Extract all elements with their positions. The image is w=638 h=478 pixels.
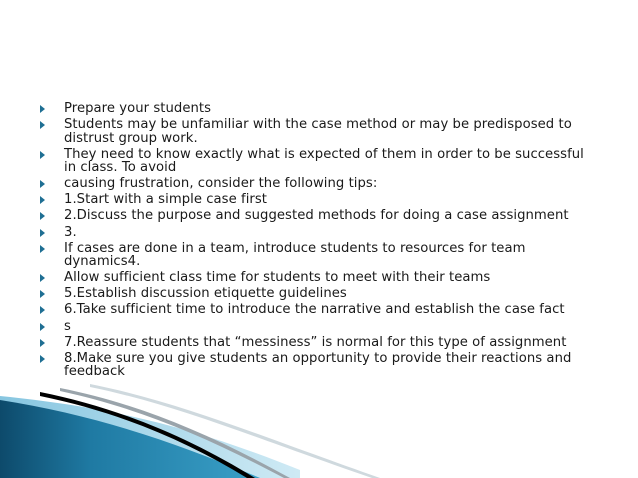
bullet-item [40,287,600,301]
bullet-item [40,336,600,350]
right-triangle-bullet-icon [40,105,45,113]
bullet-text: s [64,318,71,334]
bullet-item [40,352,600,379]
bullet-text: Allow sufficient class time for students to meet with their teams [64,270,491,286]
bullet-text: 1.Start with a simple case first [64,192,268,208]
bullet-text: 2.Discuss the purpose and suggested methods for doing a case assignment [64,208,569,224]
right-triangle-bullet-icon [40,151,45,159]
bullet-text: 6.Take sufficient time to introduce the narrative and establish the case fact [64,302,565,318]
bullet-item [40,242,600,269]
swoosh-main-band [0,400,260,478]
right-triangle-bullet-icon [40,245,45,253]
bullet-item [40,320,600,334]
right-triangle-bullet-icon [40,306,45,314]
bullet-item [40,177,600,191]
bullet-text: Prepare your students [64,101,212,116]
right-triangle-bullet-icon [40,180,45,188]
right-triangle-bullet-icon [40,323,45,331]
right-triangle-bullet-icon [40,121,45,129]
bullet-item [40,209,600,223]
right-triangle-bullet-icon [40,212,45,220]
bullet-text: 5.Establish discussion etiquette guidelines [64,286,347,302]
right-triangle-bullet-icon [40,339,45,347]
decorative-swoosh [0,378,638,478]
bullet-text: Students may be unfamiliar with the case method or may be predisposed to distrust group work. [64,117,572,146]
bullet-item [40,303,600,317]
bullet-item [40,118,600,145]
right-triangle-bullet-icon [40,229,45,237]
bullet-text: They need to know exactly what is expected of them in order to be successful in class. To avoid [64,146,584,176]
bullet-text: 7.Reassure students that “messiness” is normal for this type of assignment [64,334,567,350]
bullet-item [40,102,600,116]
bullet-list [40,102,600,381]
bullet-text: If cases are done in a team, introduce students to resources for team dynamics4. [64,240,526,270]
bullet-text: 3. [64,224,77,240]
bullet-item [40,271,600,285]
bullet-item [40,148,600,175]
bullet-text: causing frustration, consider the following tips: [64,176,378,192]
right-triangle-bullet-icon [40,274,45,282]
bullet-item [40,193,600,207]
bullet-item [40,226,600,240]
right-triangle-bullet-icon [40,290,45,298]
bullet-text: 8.Make sure you give students an opportunity to provide their reactions and feedback [64,350,572,380]
right-triangle-bullet-icon [40,196,45,204]
right-triangle-bullet-icon [40,355,45,363]
